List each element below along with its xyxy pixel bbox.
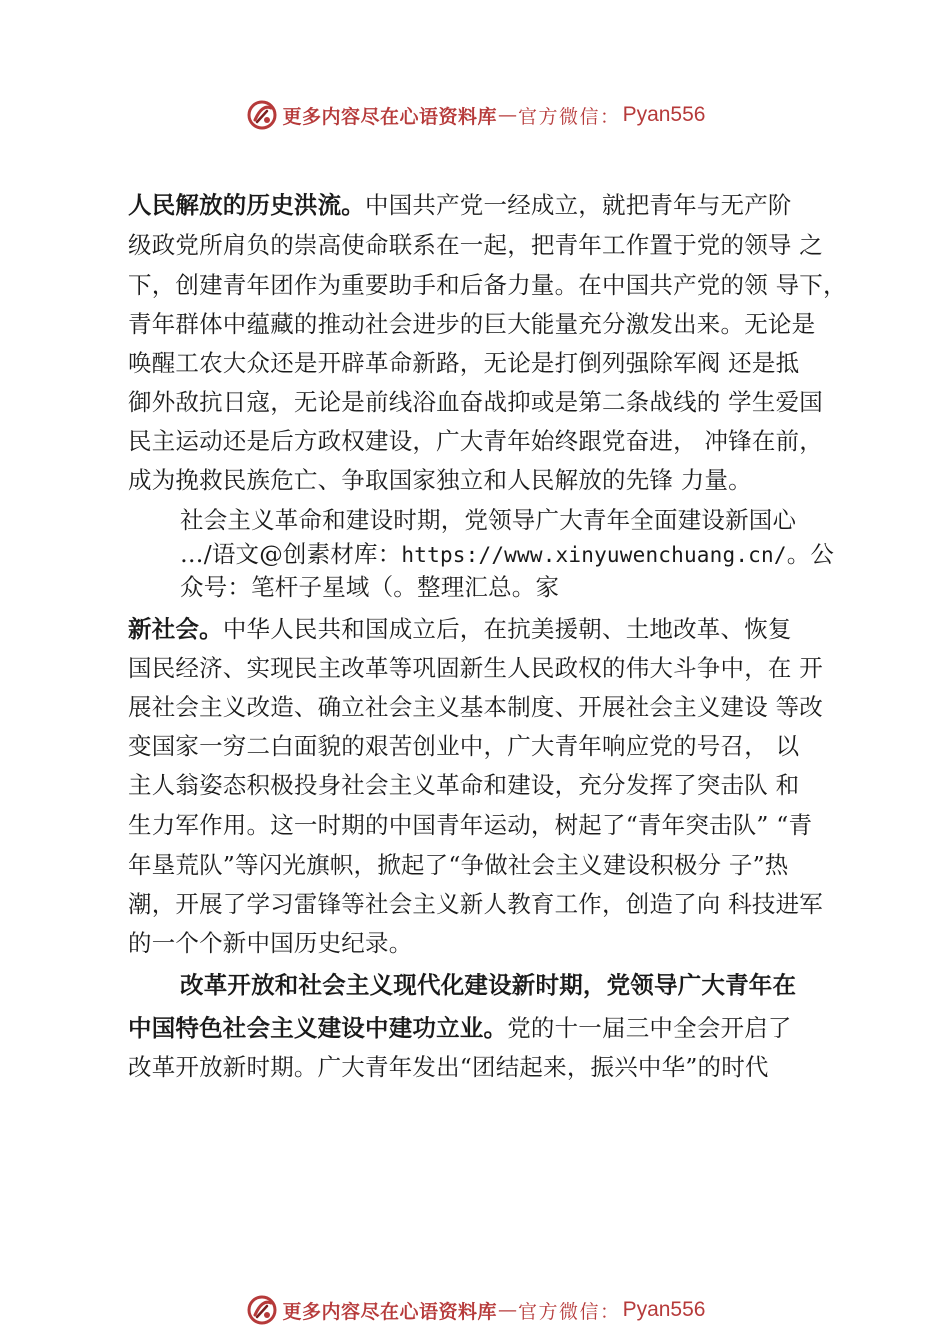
paragraph1-line1 [128, 188, 792, 222]
banner-main-text: 更多内容尽在心语资料库 [282, 1300, 498, 1323]
paragraph1-line2: 级政党所肩负的崇高使命联系在一起，把青年工作置于党的领导 之 [128, 231, 823, 259]
paragraph2-line3: 展社会主义改造、确立社会主义基本制度、开展社会主义建设 等改 [128, 693, 823, 721]
paragraph2-line1-rest: 中华人民共和国成立后，在抗美援朝、土地改革、恢复 [222, 615, 792, 643]
paragraph2-line6: 生力军作用。这一时期的中国青年运动，树起了“青年突击队” “青 [128, 811, 813, 839]
banner-wechat-id: Pyan556 [622, 1298, 706, 1321]
paragraph3-line1: 改革开放和社会主义现代化建设新时期，党领导广大青年在 [180, 971, 797, 999]
banner-separator: — [498, 1299, 518, 1321]
logo-icon [245, 1293, 279, 1327]
paragraph2-line4: 变国家一穷二白面貌的艰苦创业中，广大青年响应党的号召， 以 [128, 732, 800, 760]
paragraph2-line9: 的一个个新中国历史纪录。 [128, 929, 413, 957]
watermark-url: https://www.xinyuwenchuang.cn/ [401, 543, 787, 567]
watermark-line3: 众号：笔杆子星域（。整理汇总。家 [180, 573, 560, 601]
paragraph2-line5: 主人翁姿态积极投身社会主义革命和建设，充分发挥了突击队 和 [128, 771, 800, 799]
paragraph1-lead: 人民解放的历史洪流。 [128, 191, 365, 219]
paragraph3-lead: 中国特色社会主义建设中建功立业。 [128, 1014, 508, 1042]
watermark-line2-prefix: …/语文@创素材库： [180, 540, 402, 568]
paragraph1-line5: 唤醒工农大众还是开辟革命新路，无论是打倒列强除军阀 还是抵 [128, 349, 800, 377]
watermark-line1: 社会主义革命和建设时期，党领导广大青年全面建设新国心 [180, 506, 797, 534]
paragraph1-line4: 青年群体中蕴藏的推动社会进步的巨大能量充分激发出来。无论是 [128, 310, 816, 338]
paragraph3-line2-rest: 党的十一届三中全会开启了 [507, 1014, 792, 1042]
banner-main-text: 更多内容尽在心语资料库 [282, 105, 498, 128]
paragraph3-line3: 改革开放新时期。广大青年发出“团结起来，振兴中华”的时代 [128, 1053, 769, 1081]
paragraph1-line6: 御外敌抗日寇，无论是前线浴血奋战抑或是第二条战线的 学生爱国 [128, 388, 823, 416]
banner-wechat-label: 官方微信： [518, 1300, 621, 1323]
paragraph1-line3: 下，创建青年团作为重要助手和后备力量。在中国共产党的领 导下， [128, 271, 847, 299]
watermark-line2-suffix: 。公 [786, 540, 835, 568]
paragraph1-line1-rest: 中国共产党一经成立，就把青年与无产阶 [365, 191, 792, 219]
logo-icon [245, 98, 279, 132]
paragraph3-line2 [128, 1011, 792, 1045]
banner-separator: — [498, 104, 518, 126]
paragraph2-line2: 国民经济、实现民主改革等巩固新生人民政权的伟大斗争中，在 开 [128, 654, 823, 682]
banner-wechat-label: 官方微信： [518, 105, 621, 128]
paragraph1-line8: 成为挽救民族危亡、争取国家独立和人民解放的先锋 力量。 [128, 466, 752, 494]
banner-wechat-id: Pyan556 [622, 103, 706, 126]
footer-banner [0, 1288, 950, 1332]
paragraph2-lead: 新社会。 [128, 615, 223, 643]
paragraph2-line8: 潮，开展了学习雷锋等社会主义新人教育工作，创造了向 科技进军 [128, 890, 823, 918]
paragraph2-line7: 年垦荒队”等闪光旗帜，掀起了“争做社会主义建设积极分 子”热 [128, 851, 789, 879]
header-banner [0, 93, 950, 137]
watermark-line2 [180, 537, 834, 572]
paragraph1-line7: 民主运动还是后方政权建设，广大青年始终跟党奋进， 冲锋在前， [128, 427, 823, 455]
paragraph2-line1 [128, 612, 792, 646]
